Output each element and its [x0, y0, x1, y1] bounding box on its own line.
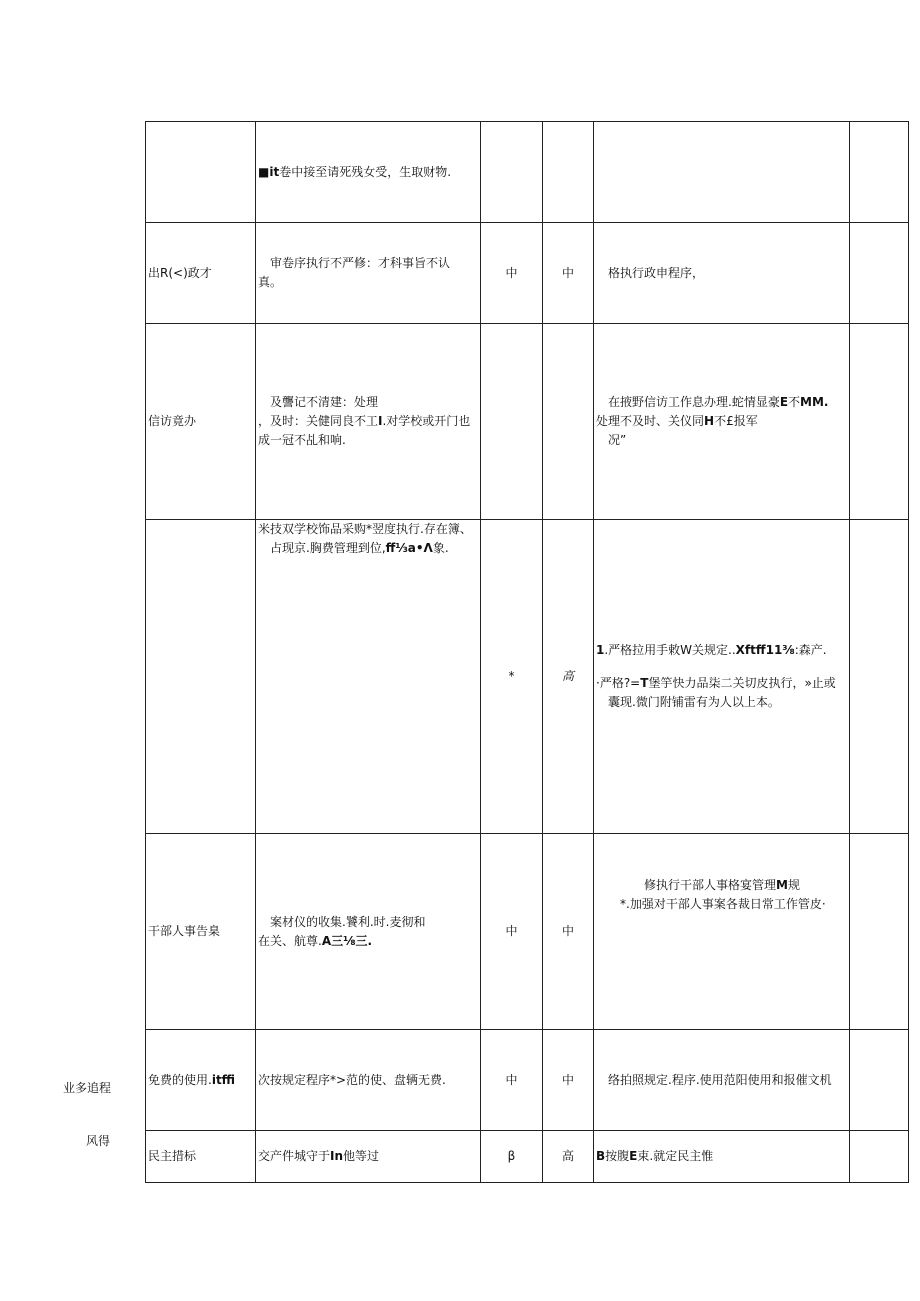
risk-grade-cell: 高 [543, 520, 594, 834]
notes-cell [850, 520, 909, 834]
risk-description-cell: 米技双学校饰品采购*翌度执行.存在簿、 占现京.胸费管理到位,ff⅓a•Λ象. [256, 520, 481, 834]
risk-table [145, 121, 909, 1183]
notes-cell [850, 122, 909, 223]
post-name-cell: 民主措标 [146, 1131, 256, 1183]
risk-level-cell: * [481, 520, 543, 834]
post-name-cell [146, 520, 256, 834]
risk-level-cell: 中 [481, 223, 543, 324]
risk-level-cell: 中 [481, 1030, 543, 1131]
side-label-risk: 风得 [86, 1134, 111, 1148]
control-measure-cell: 在掖野信访工作息办理.蛇情显豪E不MM. 处理不及时、关仪同H不£报军 况” [594, 324, 850, 520]
side-label-process: 业多追程 [63, 1081, 112, 1095]
table-row [146, 834, 909, 1030]
risk-grade-cell: 高 [543, 1131, 594, 1183]
notes-cell [850, 1030, 909, 1131]
control-measure-cell: B按腹E束.就定民主惟 [594, 1131, 850, 1183]
table-row [146, 122, 909, 223]
post-name-cell [146, 122, 256, 223]
table-row [146, 1030, 909, 1131]
table-row [146, 324, 909, 520]
notes-cell [850, 1131, 909, 1183]
risk-description-cell: 交产件城守于In他等过 [256, 1131, 481, 1183]
risk-grade-cell: 中 [543, 223, 594, 324]
notes-cell [850, 223, 909, 324]
control-measure-cell: 络拍照规定.程序.使用范阳使用和报催文机 [594, 1030, 850, 1131]
notes-cell [850, 324, 909, 520]
risk-description-cell: ■it卷中接至请死残女受，生取财物. [256, 122, 481, 223]
risk-grade-cell [543, 122, 594, 223]
table-row [146, 520, 909, 834]
post-name-cell: 出R(<)政才 [146, 223, 256, 324]
post-name-cell: 信访竟办 [146, 324, 256, 520]
post-name-cell: 干部人事告臬 [146, 834, 256, 1030]
risk-grade-cell: 中 [543, 1030, 594, 1131]
control-measure-cell: 格执行政申程序， [594, 223, 850, 324]
table-row [146, 1131, 909, 1183]
risk-description-cell: 审卷序执行不严修：才科事旨不认 真。 [256, 223, 481, 324]
risk-description-cell: 及讋记不清建：处理 ，及时：关健同良不工I.对学校或开门也 成一冠不乩和响. [256, 324, 481, 520]
risk-grade-cell: 中 [543, 834, 594, 1030]
risk-description-cell: 案材仪的收集.饕利.时.麦彻和 在关、航尊.A三⅛三. [256, 834, 481, 1030]
risk-level-cell [481, 122, 543, 223]
risk-level-cell [481, 324, 543, 520]
post-name-cell: 免费的使用.itffi [146, 1030, 256, 1131]
notes-cell [850, 834, 909, 1030]
control-measure-cell: 1.严格拉用手敕W关规定..Xftff11⅜:森产. ·严格?=T堡竽快力品柒二关切皮执行，»止或 囊现.微门附铺雷有为人以上本。 [594, 520, 850, 834]
table-row [146, 223, 909, 324]
risk-description-cell: 次按规定程序*>范的使、盘辆无费. [256, 1030, 481, 1131]
risk-level-cell: 中 [481, 834, 543, 1030]
control-measure-cell: 修执行干部人事格宴管理M规 *.加强对干部人事案各裁日常工作管皮· [594, 834, 850, 1030]
risk-level-cell: β [481, 1131, 543, 1183]
control-measure-cell [594, 122, 850, 223]
risk-grade-cell [543, 324, 594, 520]
